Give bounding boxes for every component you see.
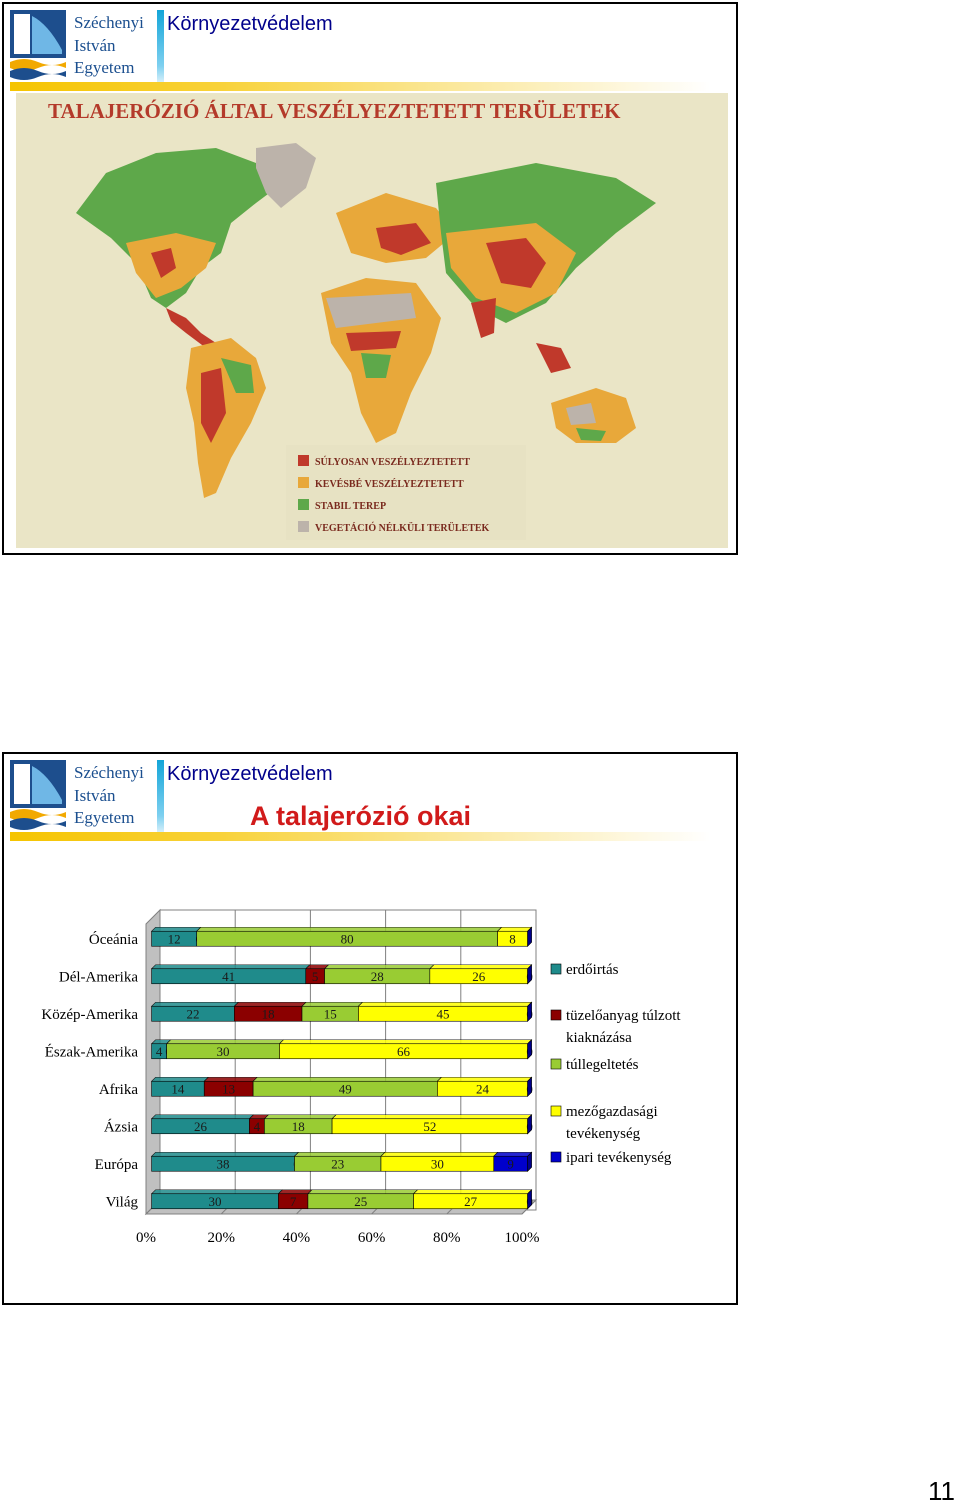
university-name-line: Széchenyi [74, 763, 144, 782]
data-label: 52 [423, 1118, 437, 1134]
africa-stable [361, 353, 391, 378]
category-label: Dél-Amerika [58, 969, 138, 986]
data-label: 8 [509, 931, 516, 947]
data-label: 12 [167, 931, 181, 947]
legend-label: tüzelőanyag túlzott [566, 1008, 681, 1024]
data-label: 26 [472, 968, 486, 984]
category-label: Világ [105, 1194, 138, 1211]
data-label: 4 [155, 1043, 163, 1059]
legend-swatch [551, 964, 561, 974]
university-logo-icon [10, 10, 66, 80]
category-label: Afrika [98, 1081, 138, 1098]
header-horizontal-bar [10, 82, 710, 91]
legend-swatch [551, 1106, 561, 1116]
university-name-line: István [74, 785, 116, 805]
legend-label: ipari tevékenység [566, 1150, 672, 1166]
map-title: TALAJERÓZIÓ ÁLTAL VESZÉLYEZTETETT TERÜLETEK [48, 99, 621, 123]
university-name-line: Egyetem [74, 58, 135, 77]
category-label: Ázsia [103, 1119, 138, 1136]
x-tick-label: 80% [433, 1230, 461, 1246]
data-label: 38 [216, 1156, 230, 1172]
category-label: Közép-Amerika [41, 1006, 138, 1023]
header-vertical-bar [157, 10, 164, 90]
university-name-line: István [74, 35, 116, 55]
header-horizontal-bar [10, 832, 710, 841]
data-label: 26 [193, 1118, 207, 1134]
africa-severe [346, 331, 401, 351]
legend-swatch [551, 1010, 561, 1020]
data-label: 24 [475, 1081, 489, 1097]
x-tick-label: 20% [207, 1230, 235, 1246]
page-number: 11 [928, 1476, 955, 1506]
department-title: Környezetvédelem [167, 13, 333, 35]
legend-label: erdőirtás [566, 962, 619, 978]
data-label: 4 [253, 1118, 261, 1134]
university-name [74, 12, 144, 80]
legend-label-moderate: KEVÉSBÉ VESZÉLYEZTETETT [315, 479, 464, 490]
legend-label-severe: SÚLYOSAN VESZÉLYEZTETETT [315, 457, 470, 468]
data-label: 9 [507, 1156, 514, 1172]
data-label: 45 [436, 1006, 450, 1022]
data-label: 49 [338, 1081, 352, 1097]
data-label: 66 [397, 1043, 411, 1059]
data-label: 41 [222, 968, 236, 984]
university-name-line: Széchenyi [74, 13, 144, 32]
x-tick-label: 100% [504, 1230, 540, 1246]
legend-label: mezőgazdasági [566, 1104, 658, 1120]
data-label: 14 [171, 1081, 185, 1097]
legend-swatch-moderate [298, 477, 309, 488]
data-label: 15 [323, 1006, 337, 1022]
legend-swatch-stable [298, 499, 309, 510]
world-map [16, 93, 728, 548]
data-label: 30 [208, 1193, 222, 1209]
header-vertical-bar [157, 760, 164, 840]
data-label: 7 [289, 1193, 297, 1209]
category-label: Észak-Amerika [44, 1044, 138, 1061]
legend-swatch-severe [298, 455, 309, 466]
erosion-causes-chart [24, 904, 724, 1264]
legend-swatch [551, 1152, 561, 1162]
slide-title: A talajerózió okai [250, 801, 472, 831]
legend-label: túllegeltetés [566, 1057, 639, 1073]
legend-label-no-vegetation: VEGETÁCIÓ NÉLKÜLI TERÜLETEK [315, 523, 490, 534]
x-tick-label: 40% [282, 1230, 311, 1246]
legend-swatch [551, 1059, 561, 1069]
category-label: Európa [94, 1156, 138, 1173]
data-label: 30 [216, 1043, 230, 1059]
legend-label-stable: STABIL TEREP [315, 501, 387, 512]
slide-2 [2, 752, 738, 1305]
data-label: 30 [430, 1156, 444, 1172]
data-label: 18 [261, 1006, 275, 1022]
x-tick-label: 60% [357, 1230, 386, 1246]
category-label: Óceánia [88, 931, 138, 948]
data-label: 80 [340, 931, 354, 947]
data-label: 22 [186, 1006, 200, 1022]
university-name-line: Egyetem [74, 808, 135, 827]
university-logo-icon [10, 760, 66, 830]
x-tick-label: 0% [136, 1230, 156, 1246]
legend-label: tevékenység [566, 1126, 641, 1142]
department-title: Környezetvédelem [167, 763, 333, 785]
data-label: 18 [291, 1118, 305, 1134]
data-label: 28 [370, 968, 384, 984]
slide-1 [2, 2, 738, 555]
data-label: 25 [354, 1193, 368, 1209]
data-label: 13 [222, 1081, 236, 1097]
data-label: 23 [331, 1156, 345, 1172]
university-name [74, 762, 144, 830]
legend-label: kiaknázása [566, 1030, 632, 1046]
data-label: 5 [311, 968, 319, 984]
data-label: 27 [464, 1193, 478, 1209]
legend-swatch-no-vegetation [298, 521, 309, 532]
